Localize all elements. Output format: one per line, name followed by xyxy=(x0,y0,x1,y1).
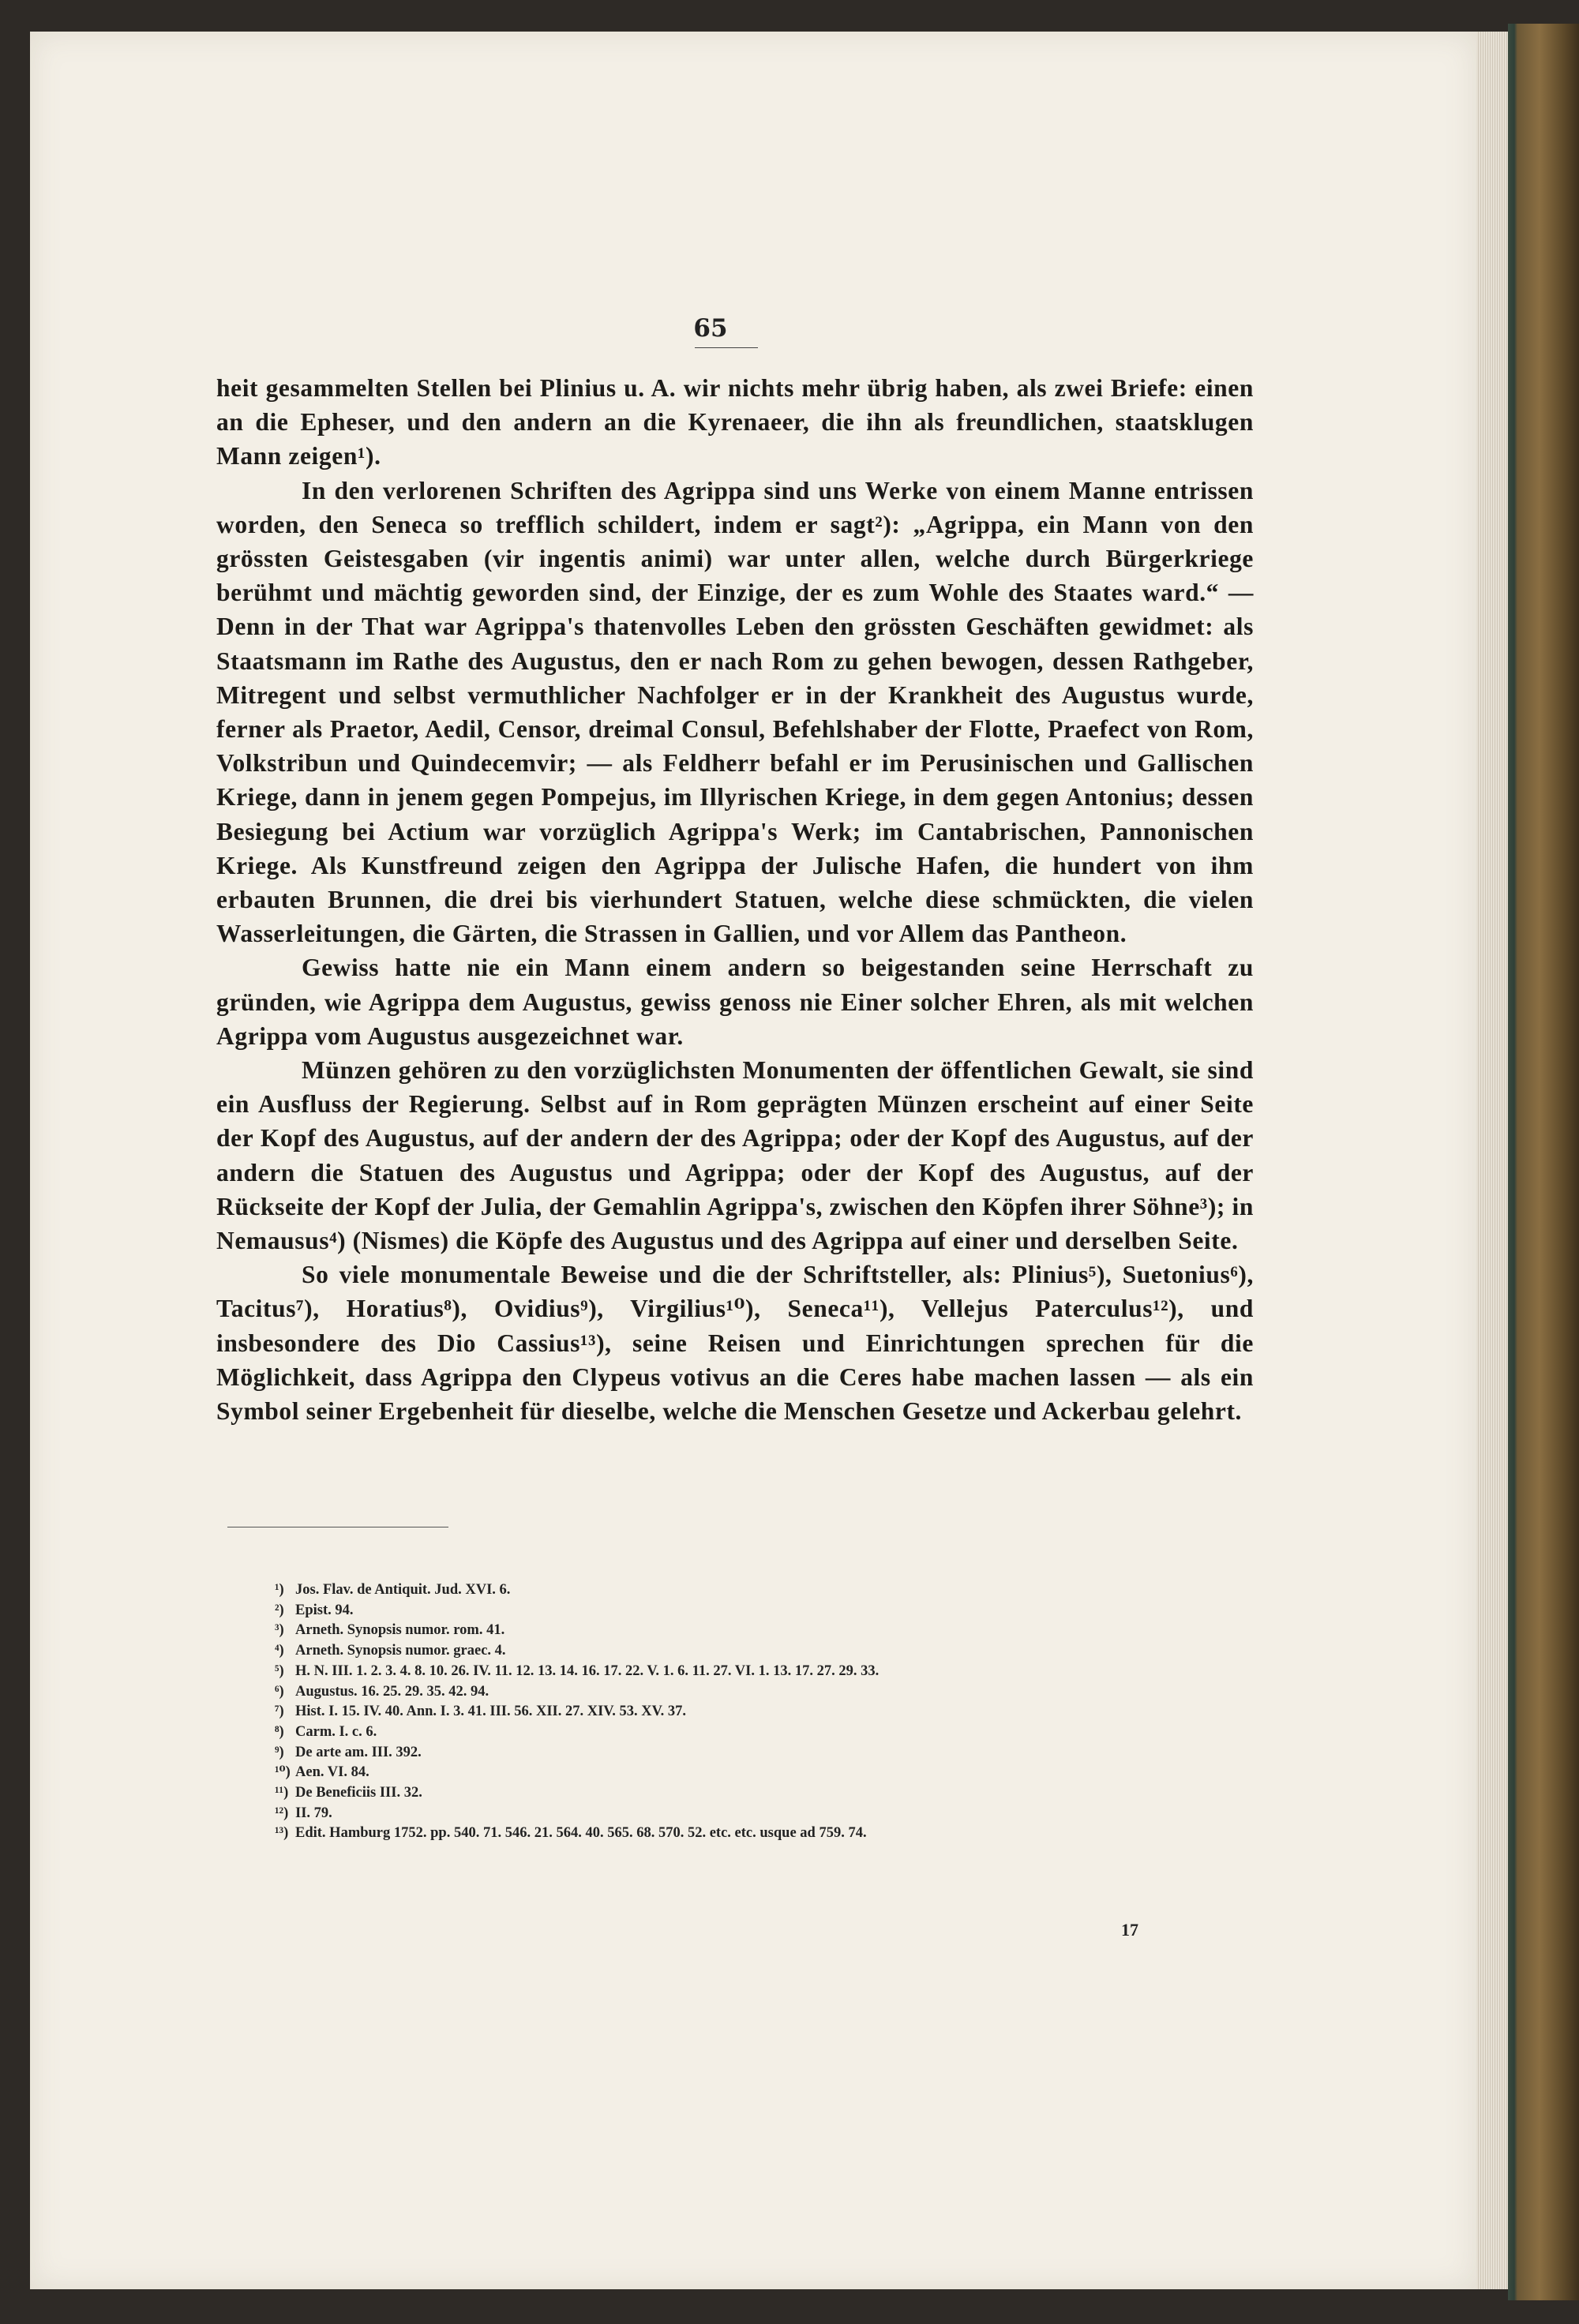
page-edges xyxy=(1476,32,1508,2289)
footnote-text: H. N. III. 1. 2. 3. 4. 8. 10. 26. IV. 11. 12. 13. 14. 16. 17. 22. V. 1. 6. 11. 27. VI. 1. 13. 17. 27. 29. 33. xyxy=(295,1662,880,1679)
paragraph: heit gesammelten Stellen bei Plinius u. A. wir nichts mehr übrig haben, als zwei Briefe: einen an die Epheser, und den andern an die Kyrenaeer, die ihn als freundlichen, staatsklugen Mann zeigen¹). xyxy=(216,374,1254,470)
footnote xyxy=(275,1702,1222,1722)
footnote-text: De Beneficiis III. 32. xyxy=(295,1785,422,1801)
footnote xyxy=(275,1763,1222,1783)
footnotes xyxy=(275,1580,1222,1844)
footnote xyxy=(275,1580,1222,1601)
footnote-text: Augustus. 16. 25. 29. 35. 42. 94. xyxy=(295,1683,489,1700)
paragraph: In den verlorenen Schriften des Agrippa sind uns Werke von einem Manne entrissen worden, den Seneca so trefflich schildert, indem er sagt²): „Agrippa, ein Mann von den grössten Geistesgaben (vir ingentis animi) war unter allen, welche durch Bürgerkriege berühmt und mächtig geworden sind, der Einzige, der es zum Wohle des Staates ward.“ — Denn in der That war Agrippa's thatenvolles Leben den grössten Geschäften gewidmet: als Staatsmann im Rathe des Augustus, den er nach Rom zu gehen bewogen, dessen Rathgeber, Mitregent und selbst vermuthlicher Nachfolger er in der Krankheit des Augustus wurde, ferner als Praetor, Aedil, Censor, dreimal Consul, Befehlshaber der Flotte, Praefect von Rom, Volkstribun und Quindecemvir; — als Feldherr befahl er im Perusinischen und Gallischen Kriege, dann in jenem gegen Pompejus, im Illyrischen Kriege, in dem gegen Antonius; dessen Besiegung bei Actium war vorzüglich Agrippa's Werk; im Cantabrischen, Pannonischen Kriege. Als Kunstfreund zeigen den Agrippa der Julische Hafen, die hundert von ihm erbauten Brunnen, die drei bis vierhundert Statuen, welche diese schmückten, die vielen Wasserleitungen, die Gärten, die Strassen in Gallien, und vor Allem das Pantheon. xyxy=(216,476,1254,948)
footnote xyxy=(275,1601,1222,1621)
footnote-marker: ¹¹) xyxy=(275,1785,289,1801)
footnote xyxy=(275,1804,1222,1824)
footnote xyxy=(275,1621,1222,1641)
footnote-text: De arte am. III. 392. xyxy=(295,1744,422,1760)
footnote-marker: ¹²) xyxy=(275,1805,289,1821)
footnote xyxy=(275,1682,1222,1703)
footnote-marker: ²) xyxy=(275,1602,284,1618)
footnote-marker: ⁸) xyxy=(275,1723,284,1740)
footnote-marker: ⁴) xyxy=(275,1643,284,1659)
main-text xyxy=(216,371,1254,1428)
footnote-marker: ¹⁰) xyxy=(275,1764,291,1781)
footnote-text: Arneth. Synopsis numor. graec. 4. xyxy=(295,1643,506,1659)
footnote-marker: ⁹) xyxy=(275,1744,284,1760)
footnote-text: Epist. 94. xyxy=(295,1602,354,1618)
footnote-marker: ¹) xyxy=(275,1582,284,1598)
footnote-text: Carm. I. c. 6. xyxy=(295,1723,377,1740)
footnote-marker: ³) xyxy=(275,1622,284,1639)
footnote xyxy=(275,1662,1222,1682)
footnote xyxy=(275,1641,1222,1662)
footnote-text: Arneth. Synopsis numor. rom. 41. xyxy=(295,1622,505,1639)
footnote xyxy=(275,1783,1222,1804)
footnote-text: Hist. I. 15. IV. 40. Ann. I. 3. 41. III. 56. XII. 27. XIV. 53. XV. 37. xyxy=(295,1704,686,1720)
book-cover-edge xyxy=(1508,24,1579,2300)
footnote-text: Edit. Hamburg 1752. pp. 540. 71. 546. 21. 564. 40. 565. 68. 570. 52. etc. etc. usque ad 759. 74. xyxy=(295,1825,867,1842)
footnote-marker: ¹³) xyxy=(275,1825,289,1842)
footnote xyxy=(275,1722,1222,1743)
paragraph: Münzen gehören zu den vorzüglichsten Monumenten der öffentlichen Gewalt, sie sind ein Ausfluss der Regierung. Selbst auf in Rom geprägten Münzen erscheint auf einer Seite der Kopf des Augustus, auf der andern der des Agrippa; oder der Kopf des Augustus, auf der andern die Statuen des Augustus und Agrippa; oder der Kopf des Augustus, auf der Rückseite der Kopf der Julia, der Gemahlin Agrippa's, zwischen den Köpfen ihrer Söhne³); in Nemausus⁴) (Nismes) die Köpfe des Augustus und des Agrippa auf einer und derselben Seite. xyxy=(216,1056,1254,1255)
footnote-marker: ⁶) xyxy=(275,1683,284,1700)
signature-mark: 17 xyxy=(1121,1920,1138,1940)
footnote xyxy=(275,1743,1222,1764)
footnote xyxy=(275,1824,1222,1844)
footnote-marker: ⁵) xyxy=(275,1662,284,1679)
page-number-rule xyxy=(695,347,758,348)
page-number: 65 xyxy=(693,314,728,343)
footnote-marker: ⁷) xyxy=(275,1704,284,1720)
paragraph: Gewiss hatte nie ein Mann einem andern so beigestanden seine Herrschaft zu gründen, wie Agrippa dem Augustus, gewiss genoss nie Einer solcher Ehren, als mit welchen Agrippa vom Augustus ausgezeichnet war. xyxy=(216,954,1254,1050)
footnote-text: II. 79. xyxy=(295,1805,332,1821)
footnote-text: Jos. Flav. de Antiquit. Jud. XVI. 6. xyxy=(295,1582,511,1598)
footnote-text: Aen. VI. 84. xyxy=(295,1764,369,1781)
paragraph: So viele monumentale Beweise und die der Schriftsteller, als: Plinius⁵), Suetonius⁶), Tacitus⁷), Horatius⁸), Ovidius⁹), Virgilius¹⁰), Seneca¹¹), Vellejus Paterculus¹²), und insbesondere des Dio Cassius¹³), seine Reisen und Einrichtungen sprechen für die Möglichkeit, dass Agrippa den Clypeus votivus an die Ceres habe machen lassen — als ein Symbol seiner Ergebenheit für dieselbe, welche die Menschen Gesetze und Ackerbau gelehrt. xyxy=(216,1261,1254,1426)
